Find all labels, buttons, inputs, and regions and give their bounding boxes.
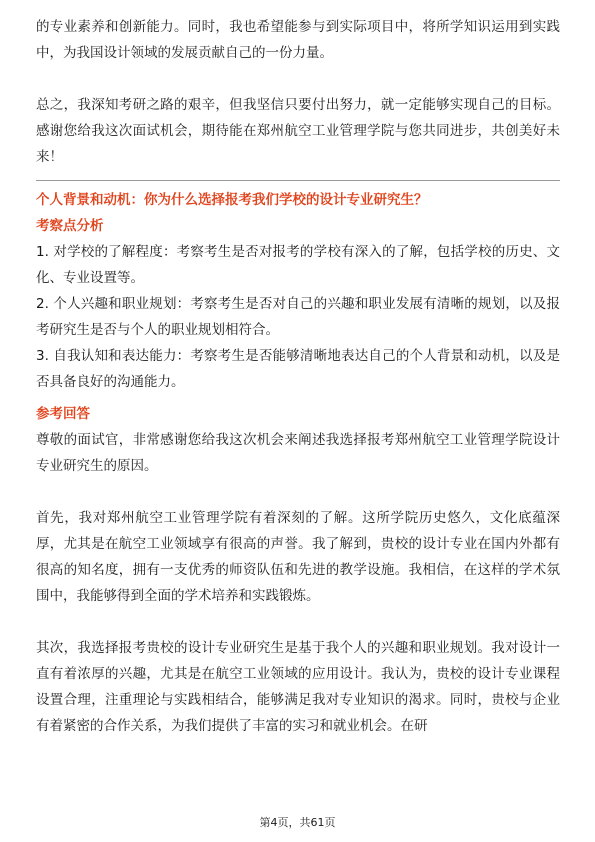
page-number-footer: 第4页，共61页 [259,816,336,829]
question-title: 个人背景和动机：你为什么选择报考我们学校的设计专业研究生？ [36,192,428,208]
paragraph-gap [36,66,560,92]
paragraph-gap [36,609,560,635]
answer-paragraph-2: 首先，我对郑州航空工业管理学院有着深刻的了解。这所学院历史悠久，文化底蕴深厚，尤其是在航空工业领域享有很高的声誉。我了解到，贵校的设计专业在国内外都有很高的知名度，拥有一支优秀的师资队伍和先进的教学设施。我相信，在这样的学术氛围中，我能够得到全面的学术培养和实践锻炼。 [36,510,560,604]
analysis-point-2: 2. 个人兴趣和职业规划：考察考生是否对自己的兴趣和职业发展有清晰的规划，以及报考研究生是否与个人的职业规划相符合。 [36,296,560,338]
answer-heading: 参考回答 [36,406,90,422]
paragraph-gap [36,479,560,505]
analysis-heading: 考察点分析 [36,218,104,234]
analysis-point-3: 3. 自我认知和表达能力：考察考生是否能够清晰地表达自己的个人背景和动机，以及是否具备良好的沟通能力。 [36,348,560,390]
section-divider [36,180,560,181]
document-page [36,14,560,739]
answer-paragraph-1: 尊敬的面试官，非常感谢您给我这次机会来阐述我选择报考郑州航空工业管理学院设计专业研究生的原因。 [36,432,560,474]
intro-paragraph-1: 的专业素养和创新能力。同时，我也希望能参与到实际项目中，将所学知识运用到实践中，为我国设计领域的发展贡献自己的一份力量。 [36,19,560,61]
intro-paragraph-2: 总之，我深知考研之路的艰辛，但我坚信只要付出努力，就一定能够实现自己的目标。感谢您给我这次面试机会，期待能在郑州航空工业管理学院与您共同进步，共创美好未来！ [36,97,560,165]
analysis-point-1: 1. 对学校的了解程度：考察考生是否对报考的学校有深入的了解，包括学校的历史、文化、专业设置等。 [36,244,560,286]
answer-paragraph-3: 其次，我选择报考贵校的设计专业研究生是基于我个人的兴趣和职业规划。我对设计一直有着浓厚的兴趣，尤其是在航空工业领域的应用设计。我认为，贵校的设计专业课程设置合理，注重理论与实践相结合，能够满足我对专业知识的渴求。同时，贵校与企业有着紧密的合作关系，为我们提供了丰富的实习和就业机会。在研 [36,640,560,734]
